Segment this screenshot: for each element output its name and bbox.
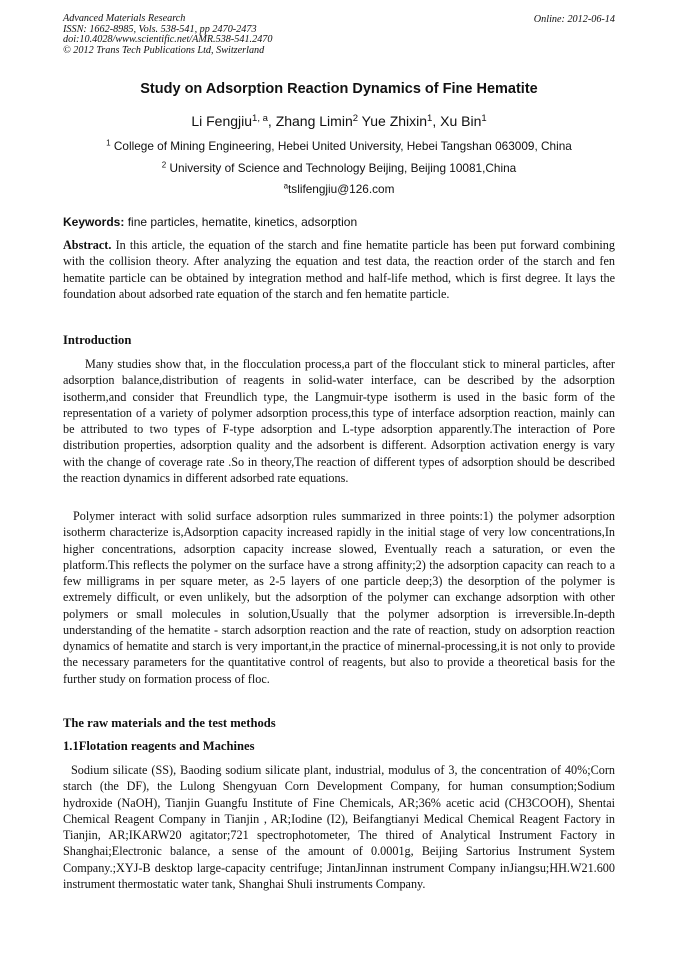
copyright-line: © 2012 Trans Tech Publications Ltd, Switzerland	[63, 44, 265, 56]
keywords	[63, 215, 615, 229]
author-name: Yue Zhixin	[361, 113, 428, 129]
author-affiliation-mark: 2	[352, 112, 359, 124]
author-affiliation-mark: 1	[427, 112, 433, 124]
author-affiliation-mark: 1, a	[252, 112, 268, 124]
online-date: Online: 2012-06-14	[533, 14, 615, 25]
author-separator: ,	[267, 113, 276, 129]
methods-heading: The raw materials and the test methods	[63, 716, 276, 730]
email-text: tslifengjiu@126.com	[288, 182, 395, 196]
affiliation-mark: 2	[161, 160, 167, 170]
intro-paragraph-1: Many studies show that, in the flocculation process,a part of the flocculant stick to mineral particles, after adsorption balance,distribution of reagents in solid-water interface, can be described by the adsorption isotherm,and consider that Freundlich type, the Langmuir-type isotherm is used in the basic form of the representation of a variety of polymer adsorption process,this type of interface adsorption reaction, mainly can be attributed to two types of F-type adsorption and L-type adsorption apparently.The interaction of Pore distribution properties, adsorption quality and the adsorbent is different. Adsorption activation energy is vary with the change of coverage rate .So in theory,The reaction of different types of adsorption should be described the reaction dynamics in different adsorbed rate equations.	[63, 357, 615, 485]
methods-subheading: 1.1Flotation reagents and Machines	[63, 739, 255, 753]
issn-line: ISSN: 1662-8985, Vols. 538-541, pp 2470-2473	[63, 23, 257, 35]
author-affiliation-mark: 1	[481, 112, 487, 124]
author-separator: ,	[432, 113, 441, 129]
affiliation-text: University of Science and Technology Beijing, Beijing 10081,China	[166, 161, 517, 175]
email-mark: a	[283, 181, 289, 191]
journal-header	[63, 14, 272, 56]
affiliation-mark: 1	[106, 138, 111, 148]
journal-name: Advanced Materials Research	[63, 13, 186, 24]
author-email	[0, 182, 678, 196]
affiliation-text: College of Mining Engineering, Hebei United University, Hebei Tangshan 063009, China	[110, 139, 572, 153]
keywords-label: Keywords:	[63, 215, 125, 229]
author-name: Xu Bin	[440, 113, 482, 129]
abstract	[63, 237, 615, 302]
doi-line: doi:10.4028/www.scientific.net/AMR.538-541.2470	[63, 34, 273, 46]
keywords-text: fine particles, hematite, kinetics, adsorption	[124, 215, 358, 229]
abstract-text: In this article, the equation of the starch and fine hematite particle has been put forward combining with the collision theory. After analyzing the equation and test data, the reaction order of the starch and fen hematite particle can be obtained by integration method and half-life method, which is first degree. It lays the foundation about adsorbed rate equation of the starch and fen hematite particle.	[63, 238, 615, 301]
intro-paragraph-2: Polymer interact with solid surface adsorption rules summarized in three points:1) the polymer adsorption isotherm characterize is,Adsorption capacity increased rapidly in the initial stage of very low concentrations,In higher concentrations, adsorption capacity increase slowed, Eventually reach a saturation, or even the platform.This reflects the polymer on the surface have a strong affinity;2) the adsorption capacity can reach to a few milligrams in per square meter, as 2-5 layers of one particle deep;3) the desorption of the polymer is extremely difficult, or even unlikely, but the adsorption of the polymer can exchange adsorption with other polymers or small molecules in solution,Usually that the polymer adsorption is irreversible.In-depth understanding of the hematite - starch adsorption reaction and the rate of reaction, study on adsorption reaction dynamics of hematite and starch is very important,in the practice of minernal-processing,it is not only to provide the necessary parameters for the quantitative control of reagents, but also to provide a theoretical basis for the further study on formation process of floc.	[63, 509, 615, 686]
author-list	[0, 113, 678, 129]
introduction-heading: Introduction	[63, 333, 132, 347]
abstract-label: Abstract.	[63, 238, 112, 252]
affiliation-1	[0, 139, 678, 153]
paper-title: Study on Adsorption Reaction Dynamics of Fine Hematite	[140, 81, 538, 97]
author-name: Li Fengjiu	[191, 113, 253, 129]
affiliation-2	[0, 161, 678, 175]
author-name: Zhang Limin	[275, 113, 353, 129]
methods-paragraph-1: Sodium silicate (SS), Baoding sodium silicate plant, industrial, modulus of 3, the concentration of 40%;Corn starch (the DF), the Lulong Shengyuan Corn Development Company, for human consumption;Sodium hydroxide (NaOH), Tianjin Guangfu Institute of Fine Chemicals, AR;36% acetic acid (CH3COOH), Shentai Chemical Reagent Company in Tianjin , AR;Iodine (I2), Beifangtianyi Medical Chemical Reagent Factory in Tianjin, AR;IKARW20 agitator;721 spectrophotometer, The thired of Analytical Instrument Factory in Shanghai;Electronic balance, a sense of the amount of 0.0001g, Beijing Sartorius Instrument System Company.;XYJ-B desktop large-capacity centrifuge; JintanJinnan instrument Company inJiangsu;HH.W21.600 instrument thermostatic water tank, Shanghai Shuli instruments Company.	[63, 763, 615, 891]
